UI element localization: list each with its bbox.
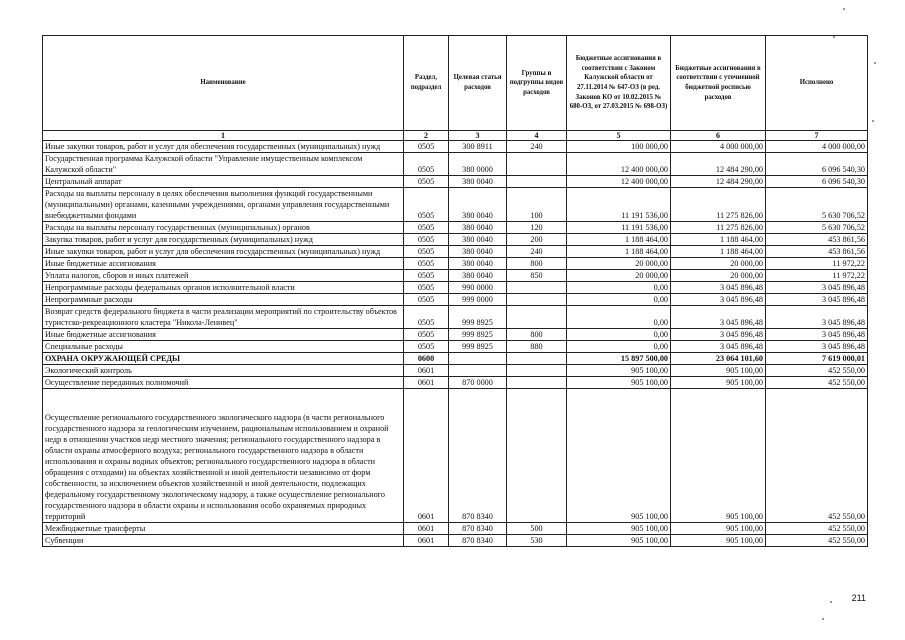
column-number: 2: [404, 131, 449, 141]
row-executed: 6 096 540,30: [766, 153, 868, 176]
row-name: Государственная программа Калужской области "Управление имущественным комплексом Калужской области": [43, 153, 404, 176]
row-section: 0505: [404, 341, 449, 353]
table-row: [43, 341, 868, 353]
row-name: Непрограммные расходы федеральных органов исполнительной власти: [43, 282, 404, 294]
row-name: Иные закупки товаров, работ и услуг для обеспечения государственных (муниципальных) нужд: [43, 141, 404, 153]
row-name: ОХРАНА ОКРУЖАЮЩЕЙ СРЕДЫ: [43, 353, 404, 365]
row-name: Субвенции: [43, 535, 404, 547]
column-number: 6: [671, 131, 766, 141]
table-row: [43, 365, 868, 377]
column-number: 4: [507, 131, 567, 141]
row-group: [507, 282, 567, 294]
header-section: Раздел, подраздел: [404, 36, 449, 131]
row-article: 990 0000: [449, 282, 507, 294]
header-refined: Бюджетные ассигнования в соответствии с уточненной бюджетной росписью расходов: [671, 36, 766, 131]
row-refined: 3 045 896,48: [671, 329, 766, 341]
row-executed: 5 630 706,52: [766, 222, 868, 234]
row-group: [507, 153, 567, 176]
row-group: [507, 389, 567, 523]
row-section: 0601: [404, 365, 449, 377]
row-executed: 5 630 706,52: [766, 188, 868, 222]
header-row: [43, 36, 868, 131]
row-executed: 11 972,22: [766, 258, 868, 270]
row-refined: 12 484 290,00: [671, 153, 766, 176]
row-executed: 3 045 896,48: [766, 329, 868, 341]
column-number: 3: [449, 131, 507, 141]
row-executed: 453 861,56: [766, 234, 868, 246]
row-assigned: 905 100,00: [567, 389, 671, 523]
row-section: 0505: [404, 329, 449, 341]
scan-speck: [833, 36, 835, 38]
row-name: Расходы на выплаты персоналу государственных (муниципальных) органов: [43, 222, 404, 234]
row-assigned: 0,00: [567, 294, 671, 306]
header-executed: Исполнено: [766, 36, 868, 131]
row-group: 530: [507, 535, 567, 547]
column-number: 1: [43, 131, 404, 141]
row-assigned: 0,00: [567, 306, 671, 329]
row-article: 380 0040: [449, 222, 507, 234]
row-name: Непрограммные расходы: [43, 294, 404, 306]
table-row: [43, 176, 868, 188]
table-row: [43, 377, 868, 389]
row-group: 850: [507, 270, 567, 282]
row-section: 0505: [404, 141, 449, 153]
column-number: 7: [766, 131, 868, 141]
table-row: [43, 294, 868, 306]
row-article: 999 8925: [449, 306, 507, 329]
row-name: Закупка товаров, работ и услуг для государственных (муниципальных) нужд: [43, 234, 404, 246]
row-executed: 11 972,22: [766, 270, 868, 282]
table-row: [43, 258, 868, 270]
row-name: Межбюджетные трансферты: [43, 523, 404, 535]
row-article: 870 0000: [449, 377, 507, 389]
row-section: 0601: [404, 523, 449, 535]
row-executed: 453 861,56: [766, 246, 868, 258]
row-assigned: 20 000,00: [567, 258, 671, 270]
row-section: 0505: [404, 188, 449, 222]
row-assigned: 905 100,00: [567, 365, 671, 377]
row-refined: 3 045 896,48: [671, 282, 766, 294]
row-executed: 3 045 896,48: [766, 294, 868, 306]
row-refined: 3 045 896,48: [671, 341, 766, 353]
table-row: [43, 306, 868, 329]
row-group: [507, 365, 567, 377]
row-name: Возврат средств федерального бюджета в части реализации мероприятий по строительству объектов туристско-рекреационного кластера "Никола-Ленивец": [43, 306, 404, 329]
row-refined: 1 188 464,00: [671, 234, 766, 246]
row-assigned: 0,00: [567, 329, 671, 341]
row-assigned: 905 100,00: [567, 377, 671, 389]
row-section: 0601: [404, 389, 449, 523]
row-name: Экологический контроль: [43, 365, 404, 377]
row-group: 200: [507, 234, 567, 246]
table-row: [43, 222, 868, 234]
row-group: 240: [507, 141, 567, 153]
table-row: [43, 282, 868, 294]
table-row: [43, 329, 868, 341]
row-executed: 3 045 896,48: [766, 306, 868, 329]
row-name: Специальные расходы: [43, 341, 404, 353]
row-article: [449, 353, 507, 365]
row-article: [449, 365, 507, 377]
row-article: 380 0040: [449, 234, 507, 246]
row-article: 999 8925: [449, 341, 507, 353]
row-section: 0505: [404, 258, 449, 270]
row-article: 380 0040: [449, 270, 507, 282]
table-row: [43, 234, 868, 246]
row-article: 870 8340: [449, 389, 507, 523]
row-assigned: 12 400 000,00: [567, 176, 671, 188]
row-refined: 23 064 101,60: [671, 353, 766, 365]
row-name: Иные бюджетные ассигнования: [43, 258, 404, 270]
row-article: 380 0040: [449, 188, 507, 222]
row-name: Иные бюджетные ассигнования: [43, 329, 404, 341]
table-row: [43, 353, 868, 365]
row-group: 800: [507, 329, 567, 341]
row-group: 100: [507, 188, 567, 222]
row-refined: 20 000,00: [671, 258, 766, 270]
row-section: 0600: [404, 353, 449, 365]
row-refined: 3 045 896,48: [671, 294, 766, 306]
scan-speck: [843, 8, 845, 10]
row-assigned: 12 400 000,00: [567, 153, 671, 176]
table-row: [43, 246, 868, 258]
row-assigned: 11 191 536,00: [567, 222, 671, 234]
row-executed: 7 619 000,01: [766, 353, 868, 365]
table-row: [43, 535, 868, 547]
row-refined: 905 100,00: [671, 523, 766, 535]
row-assigned: 0,00: [567, 341, 671, 353]
row-assigned: 1 188 464,00: [567, 234, 671, 246]
header-group: Группы и подгруппы видов расходов: [507, 36, 567, 131]
row-section: 0505: [404, 270, 449, 282]
row-refined: 4 000 000,00: [671, 141, 766, 153]
row-group: 120: [507, 222, 567, 234]
row-section: 0505: [404, 294, 449, 306]
table-row: [43, 188, 868, 222]
row-article: 380 0040: [449, 246, 507, 258]
row-refined: 905 100,00: [671, 535, 766, 547]
row-refined: 1 188 464,00: [671, 246, 766, 258]
scan-speck: [874, 62, 876, 64]
row-assigned: 905 100,00: [567, 535, 671, 547]
row-assigned: 1 188 464,00: [567, 246, 671, 258]
row-refined: 3 045 896,48: [671, 306, 766, 329]
table-body: [43, 141, 868, 547]
scan-speck: [822, 618, 824, 620]
budget-execution-table: [42, 35, 868, 547]
header-name: Наименование: [43, 36, 404, 131]
row-article: 870 8340: [449, 523, 507, 535]
table-row: [43, 270, 868, 282]
row-group: [507, 176, 567, 188]
row-group: 500: [507, 523, 567, 535]
row-refined: 11 275 826,00: [671, 188, 766, 222]
row-refined: 12 484 290,00: [671, 176, 766, 188]
row-article: 380 0040: [449, 258, 507, 270]
row-article: 870 8340: [449, 535, 507, 547]
row-section: 0505: [404, 282, 449, 294]
row-executed: 452 550,00: [766, 535, 868, 547]
row-assigned: 100 000,00: [567, 141, 671, 153]
row-article: 999 0000: [449, 294, 507, 306]
row-group: [507, 377, 567, 389]
row-section: 0505: [404, 176, 449, 188]
header-assigned: Бюджетные ассигнования в соответствии с Законом Калужской области от 27.11.2014 № 647-ОЗ (в ред. Законов КО от 10.02.2015 № 680-ОЗ, от 27.03.2015 № 698-ОЗ): [567, 36, 671, 131]
row-group: 240: [507, 246, 567, 258]
row-name: Иные закупки товаров, работ и услуг для обеспечения государственных (муниципальных) нужд: [43, 246, 404, 258]
row-executed: 6 096 540,30: [766, 176, 868, 188]
row-assigned: 0,00: [567, 282, 671, 294]
row-executed: 452 550,00: [766, 377, 868, 389]
row-refined: 20 000,00: [671, 270, 766, 282]
row-executed: 452 550,00: [766, 523, 868, 535]
row-name: Осуществление переданных полномочий: [43, 377, 404, 389]
column-number: 5: [567, 131, 671, 141]
row-refined: 905 100,00: [671, 377, 766, 389]
row-executed: 4 000 000,00: [766, 141, 868, 153]
row-name: Расходы на выплаты персоналу в целях обеспечения выполнения функций государственными (муниципальными) органами, казенными учреждениями, органами управления государственными внебюджетными фондами: [43, 188, 404, 222]
row-name: Центральный аппарат: [43, 176, 404, 188]
scan-speck: [830, 601, 832, 603]
row-executed: 452 550,00: [766, 365, 868, 377]
row-section: 0505: [404, 222, 449, 234]
row-assigned: 11 191 536,00: [567, 188, 671, 222]
row-article: 300 8911: [449, 141, 507, 153]
row-article: 999 8925: [449, 329, 507, 341]
row-section: 0601: [404, 377, 449, 389]
table-row: [43, 141, 868, 153]
scan-speck: [872, 120, 874, 122]
column-number-row: [43, 131, 868, 141]
row-article: 380 0000: [449, 153, 507, 176]
row-name: Уплата налогов, сборов и иных платежей: [43, 270, 404, 282]
row-group: [507, 353, 567, 365]
row-refined: 905 100,00: [671, 365, 766, 377]
row-assigned: 905 100,00: [567, 523, 671, 535]
row-section: 0601: [404, 535, 449, 547]
table-row: [43, 523, 868, 535]
row-group: 880: [507, 341, 567, 353]
row-group: [507, 294, 567, 306]
table-row: [43, 389, 868, 523]
row-section: 0505: [404, 306, 449, 329]
row-article: 380 0040: [449, 176, 507, 188]
row-refined: 11 275 826,00: [671, 222, 766, 234]
row-refined: 905 100,00: [671, 389, 766, 523]
row-executed: 452 550,00: [766, 389, 868, 523]
row-executed: 3 045 896,48: [766, 282, 868, 294]
row-section: 0505: [404, 246, 449, 258]
header-article: Целевая статья расходов: [449, 36, 507, 131]
row-group: 800: [507, 258, 567, 270]
page-number: 211: [851, 593, 866, 603]
row-assigned: 20 000,00: [567, 270, 671, 282]
row-executed: 3 045 896,48: [766, 341, 868, 353]
row-group: [507, 306, 567, 329]
row-section: 0505: [404, 153, 449, 176]
row-assigned: 15 897 500,00: [567, 353, 671, 365]
row-section: 0505: [404, 234, 449, 246]
row-name: Осуществление регионального государственного экологического надзора (в части регионального государственного надзора за геологическим изучением, рациональным использованием и охраной недр в отношении участков недр местного значения; регионального государственного надзора в области охраны атмосферного воздуха; регионального государственного надзора в области использования и охраны водных объектов; регионального государственного надзора в области обращения с отходами) на объектах хозяйственной и иной деятельности независимо от форм собственности, за исключением объектов хозяйственной и иной деятельности, подлежащих федеральному государственному экологическому надзору, а также осуществление регионального государственного надзора в области охраны и использования особо охраняемых природных территорий: [43, 389, 404, 523]
table-row: [43, 153, 868, 176]
